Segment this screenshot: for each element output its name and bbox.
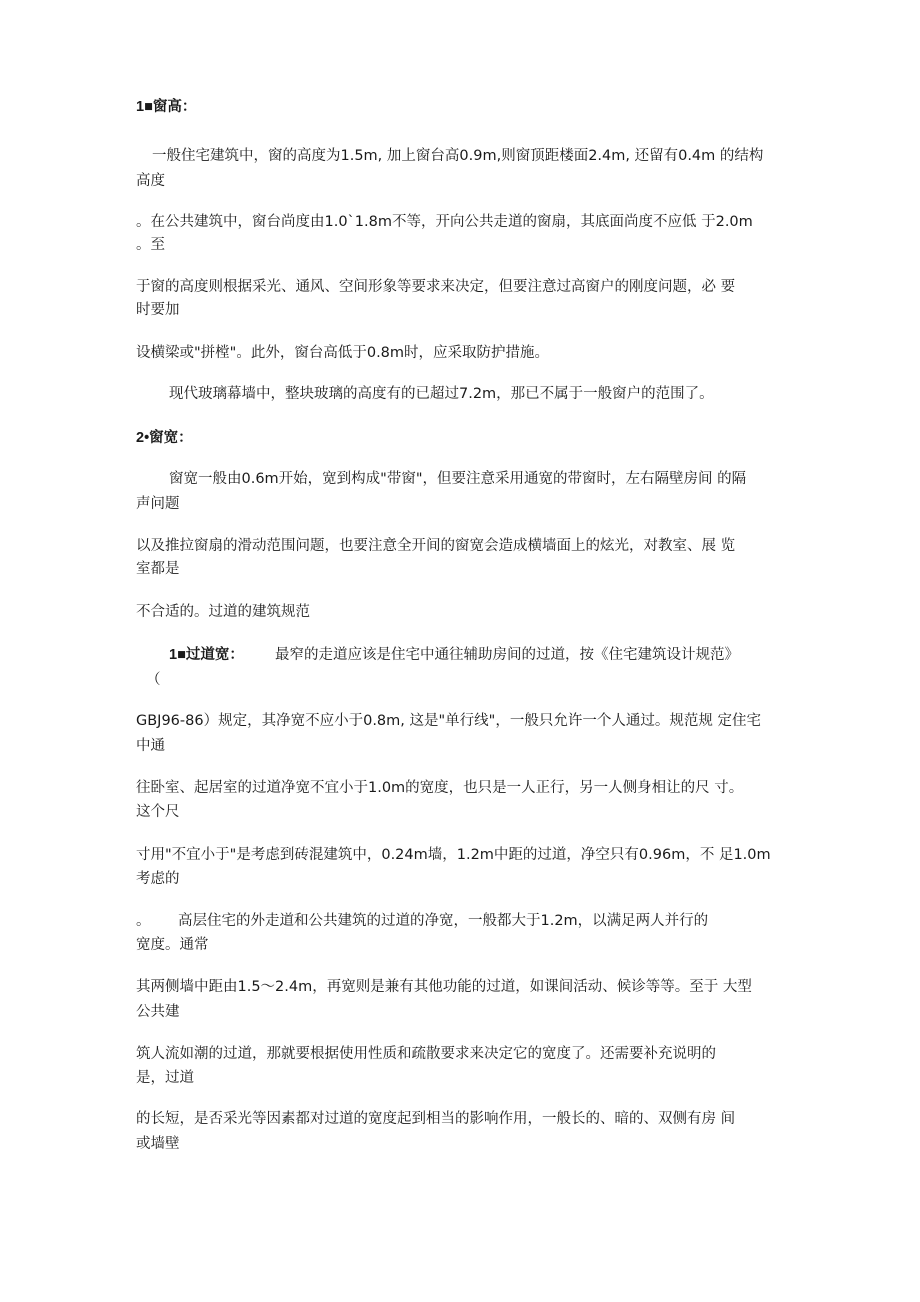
paragraph-line: 公共建 <box>136 1004 180 1020</box>
paragraph-line: 窗宽一般由0.6m开始，宽到构成"带窗"，但要注意采用通宽的带窗时，左右隔壁房间 的隔 <box>169 471 747 487</box>
paragraph-line: 宽度。通常 <box>136 937 209 953</box>
paragraph-line: 寸用"不宜小于"是考虑到砖混建筑中，0.24m墙，1.2m中距的过道，净空只有0.96m，不 足1.0m <box>136 847 771 863</box>
paragraph-line: 其两侧墙中距由1.5〜2.4m，再宽则是兼有其他功能的过道，如课间活动、候诊等等。至于 大型 <box>136 979 752 995</box>
paragraph-line: 往卧室、起居室的过道净宽不宜小于1.0m的宽度，也只是一人正行，另一人侧身相让的尺 寸。 <box>136 780 744 796</box>
paragraph-line: 声问题 <box>136 496 180 512</box>
paragraph-line: 设横梁或"拼樘"。此外，窗台高低于0.8m时，应采取防护措施。 <box>136 345 550 361</box>
paragraph-line: 。在公共建筑中，窗台尚度由1.0`1.8m不等，开向公共走道的窗扇，其底面尚度不应低 于2.0m <box>136 214 753 230</box>
paragraph-line: 或墙壁 <box>136 1136 180 1152</box>
paragraph-line: 。至 <box>136 237 165 253</box>
heading-corridor-width: 1■过道宽： <box>169 647 244 663</box>
paragraph-line: 时要加 <box>136 302 180 318</box>
paragraph-line: 。 <box>136 913 151 929</box>
paragraph-line: 最窄的走道应该是住宅中通往辅助房间的过道，按《住宅建筑设计规范》 <box>275 647 739 663</box>
paragraph-line: 的长短，是否采光等因素都对过道的宽度起到相当的影响作用，一般长的、暗的、双侧有房 间 <box>136 1111 736 1127</box>
paragraph-line: 中通 <box>136 738 165 754</box>
paragraph-line: 高层住宅的外走道和公共建筑的过道的净宽，一般都大于1.2m，以满足两人并行的 <box>178 913 709 929</box>
paragraph-line: 考虑的 <box>136 871 180 887</box>
paragraph-line: （ <box>146 672 161 688</box>
paragraph-line: 室都是 <box>136 561 180 577</box>
paragraph-line: 筑人流如潮的过道，那就要根据使用性质和疏散要求来决定它的宽度了。还需要补充说明的 <box>136 1046 716 1062</box>
paragraph-line: 高度 <box>136 173 165 189</box>
paragraph-line: 是，过道 <box>136 1070 194 1086</box>
paragraph-line: 一般住宅建筑中，窗的高度为1.5m, 加上窗台高0.9m,则窗顶距楼面2.4m, 还留有0.4m 的结构 <box>152 148 764 164</box>
heading-window-height: 1■窗高： <box>136 99 197 115</box>
heading-window-width: 2•窗宽： <box>136 430 193 446</box>
paragraph-line: 于窗的高度则根据采光、通风、空间形象等要求来决定，但要注意过高窗户的刚度问题，必 要 <box>136 279 736 295</box>
paragraph-line: 以及推拉窗扇的滑动范围问题，也要注意全开间的窗宽会造成横墙面上的炫光，对教室、展 览 <box>136 538 736 554</box>
paragraph-line: GBJ96-86）规定，其净宽不应小于0.8m, 这是"单行线"，一般只允许一个人通过。规范规 定住宅 <box>136 713 761 729</box>
paragraph-line: 这个尺 <box>136 804 180 820</box>
paragraph-line: 现代玻璃幕墙中，整块玻璃的高度有的已超过7.2m，那已不属于一般窗户的范围了。 <box>169 386 714 402</box>
paragraph-line: 不合适的。过道的建筑规范 <box>136 604 310 620</box>
